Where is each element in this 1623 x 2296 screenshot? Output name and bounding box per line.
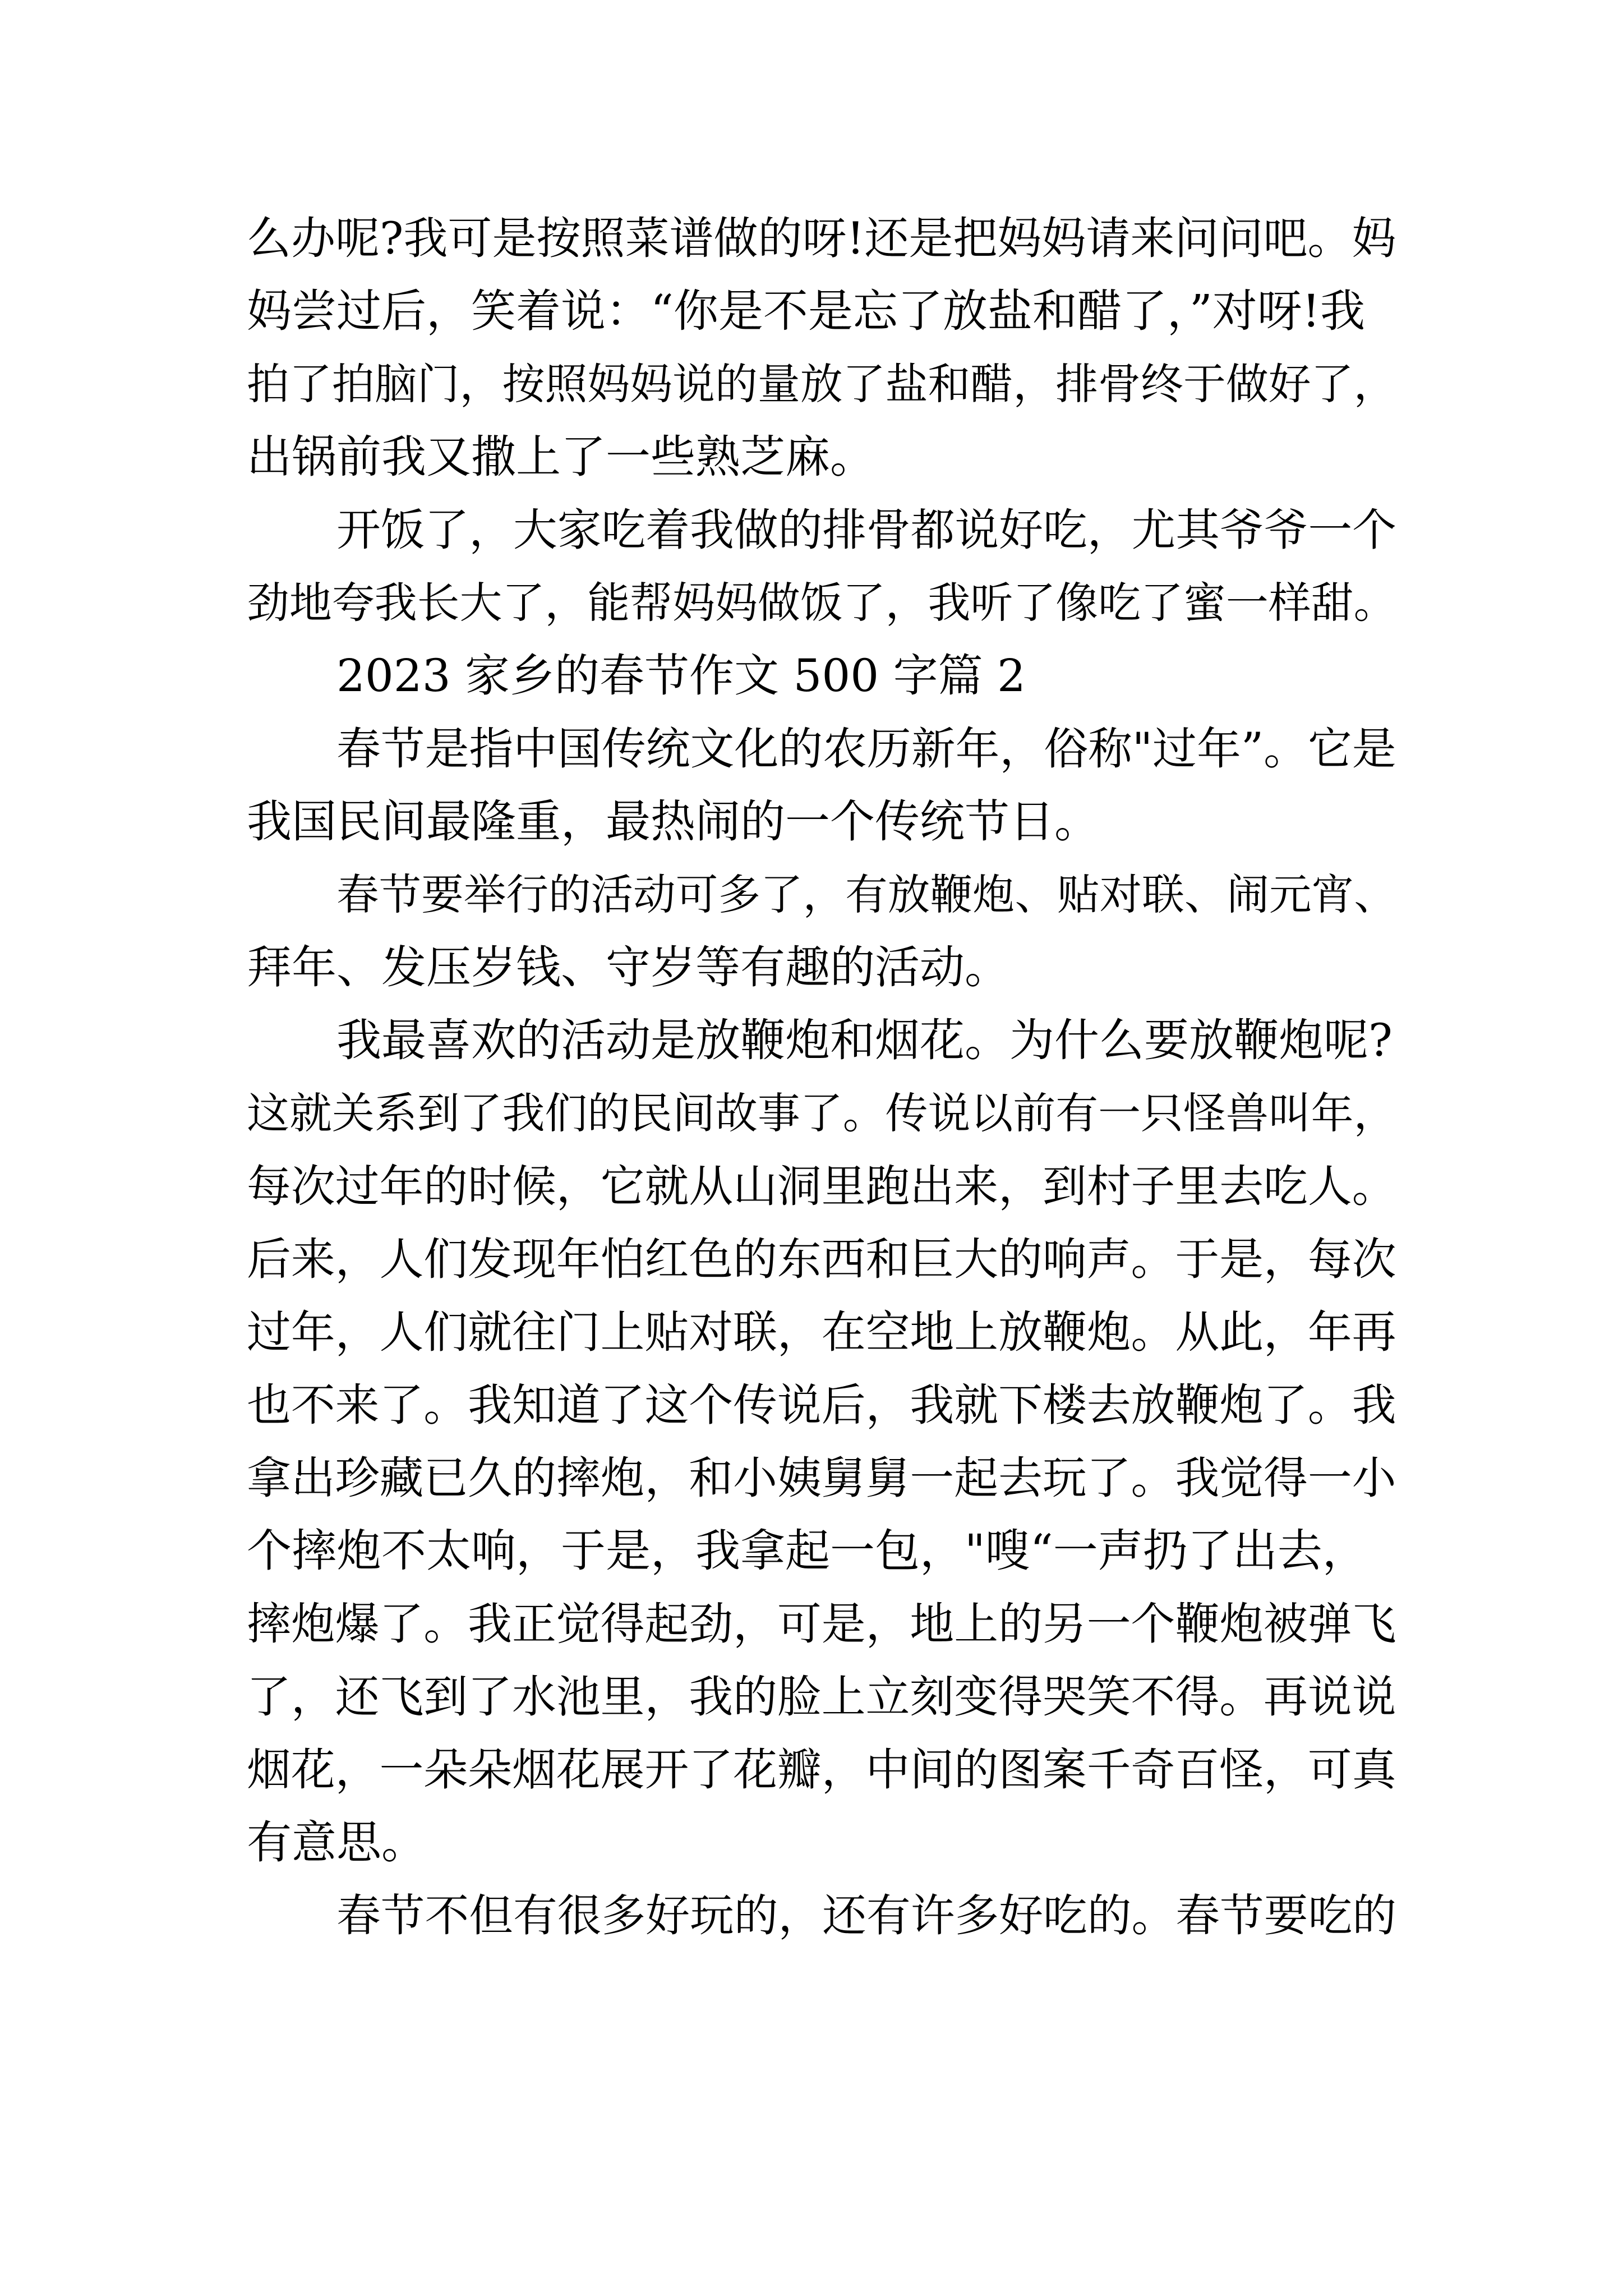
- text-line: 拍了拍脑门，按照妈妈说的量放了盐和醋，排骨终于做好了，: [247, 360, 1396, 409]
- text-line: 2023 家乡的春节作文 500 字篇 2: [336, 650, 1026, 702]
- text-line: 妈尝过后，笑着说：“你是不是忘了放盐和醋了，”对呀!我: [247, 285, 1365, 337]
- text-line: 也不来了。我知道了这个传说后，我就下楼去放鞭炮了。我: [247, 1379, 1396, 1431]
- text-line: 每次过年的时候，它就从山洞里跑出来，到村子里去吃人。: [247, 1161, 1396, 1212]
- text-line: 春节不但有很多好玩的，还有许多好吃的。春节要吃的: [336, 1890, 1396, 1941]
- text-line: 么办呢?我可是按照菜谱做的呀!还是把妈妈请来问问吧。妈: [247, 213, 1396, 264]
- text-line: 了，还飞到了水池里，我的脸上立刻变得哭笑不得。再说说: [247, 1671, 1396, 1723]
- text-line: 出锅前我又撒上了一些熟芝麻。: [247, 431, 875, 483]
- text-line: 开饭了，大家吃着我做的排骨都说好吃，尤其爷爷一个: [336, 504, 1396, 556]
- text-line: 我国民间最隆重，最热闹的一个传统节日。: [247, 795, 1099, 848]
- text-line: 过年，人们就往门上贴对联，在空地上放鞭炮。从此，年再: [247, 1306, 1396, 1358]
- text-line: 烟花，一朵朵烟花展开了花瓣，中间的图案千奇百怪，可真: [247, 1744, 1396, 1796]
- text-line: 春节是指中国传统文化的农历新年，俗称"过年”。它是: [336, 723, 1396, 775]
- text-line: 个摔炮不太响，于是，我拿起一包，"嗖“一声扔了出去，: [247, 1525, 1367, 1577]
- text-line: 摔炮爆了。我正觉得起劲，可是，地上的另一个鞭炮被弹飞: [247, 1598, 1396, 1650]
- text-line: 有意思。: [247, 1816, 426, 1869]
- text-line: 劲地夸我长大了，能帮妈妈做饭了，我听了像吃了蜜一样甜。: [247, 578, 1396, 628]
- text-line: 这就关系到了我们的民间故事了。传说以前有一只怪兽叫年，: [247, 1089, 1396, 1138]
- text-line: 我最喜欢的活动是放鞭炮和烟花。为什么要放鞭炮呢?: [336, 1014, 1393, 1066]
- text-line: 拜年、发压岁钱、守岁等有趣的活动。: [247, 941, 1009, 993]
- document-body: [247, 202, 1396, 1952]
- text-line: 春节要举行的活动可多了，有放鞭炮、贴对联、闹元宵、: [336, 870, 1396, 919]
- text-line: 拿出珍藏已久的摔炮，和小姨舅舅一起去玩了。我觉得一小: [247, 1452, 1396, 1504]
- text-line: 后来，人们发现年怕红色的东西和巨大的响声。于是，每次: [247, 1234, 1396, 1285]
